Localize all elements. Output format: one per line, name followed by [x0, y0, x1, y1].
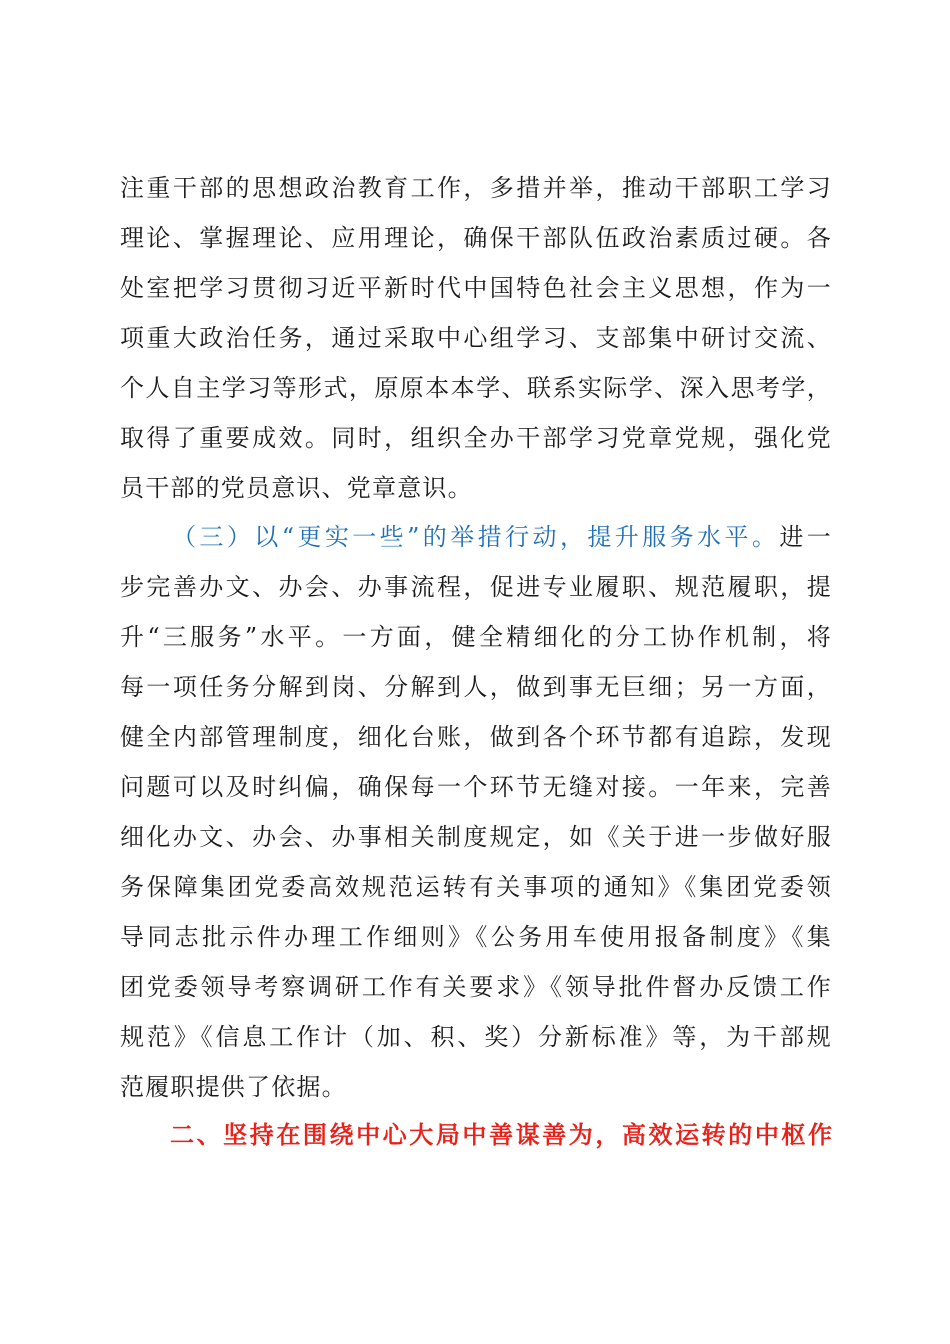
- paragraph-2-first-line: [120, 512, 832, 562]
- text-line: 处室把学习贯彻习近平新时代中国特色社会主义思想，作为一: [120, 274, 832, 302]
- section-heading-text: 二、坚持在围绕中心大局中善谋善为，高效运转的中枢作: [170, 1121, 832, 1149]
- paragraph-2: [120, 512, 832, 1112]
- text-line: 问题可以及时纠偏，确保每一个环节无缝对接。一年来，完善: [120, 773, 832, 801]
- text-line: 健全内部管理制度，细化台账，做到各个环节都有追踪，发现: [120, 723, 832, 751]
- text-line: 团党委领导考察调研工作有关要求》《领导批件督办反馈工作: [120, 973, 832, 1001]
- text-line: 导同志批示件办理工作细则》《公务用车使用报备制度》《集: [120, 923, 832, 951]
- section-heading: [120, 1110, 832, 1160]
- text-line: 细化办文、办会、办事相关制度规定，如《关于进一步做好服: [120, 823, 832, 851]
- subheading: （三）以“更实一些”的举措行动，提升服务水平。: [172, 523, 780, 551]
- text-line: 注重干部的思想政治教育工作，多措并举，推动干部职工学习: [120, 174, 832, 202]
- text-run: 进一: [779, 523, 833, 551]
- text-line: 升“三服务”水平。一方面，健全精细化的分工协作机制，将: [120, 623, 832, 651]
- text-line: 规范》《信息工作计（加、积、奖）分新标准》等，为干部规: [120, 1023, 832, 1051]
- text-line: 务保障集团党委高效规范运转有关事项的通知》《集团党委领: [120, 873, 832, 901]
- text-line: 项重大政治任务，通过采取中心组学习、支部集中研讨交流、: [120, 324, 832, 352]
- text-line: 每一项任务分解到岗、分解到人，做到事无巨细；另一方面，: [120, 673, 832, 701]
- text-line: 理论、掌握理论、应用理论，确保干部队伍政治素质过硬。各: [120, 224, 832, 252]
- text-line: 员干部的党员意识、党章意识。: [120, 474, 473, 502]
- text-line: 取得了重要成效。同时，组织全办干部学习党章党规，强化党: [120, 424, 832, 452]
- text-line: 步完善办文、办会、办事流程，促进专业履职、规范履职，提: [120, 573, 832, 601]
- text-line: 范履职提供了依据。: [120, 1073, 347, 1101]
- paragraph-1: [120, 163, 832, 513]
- text-line: 个人自主学习等形式，原原本本学、联系实际学、深入思考学，: [120, 374, 832, 402]
